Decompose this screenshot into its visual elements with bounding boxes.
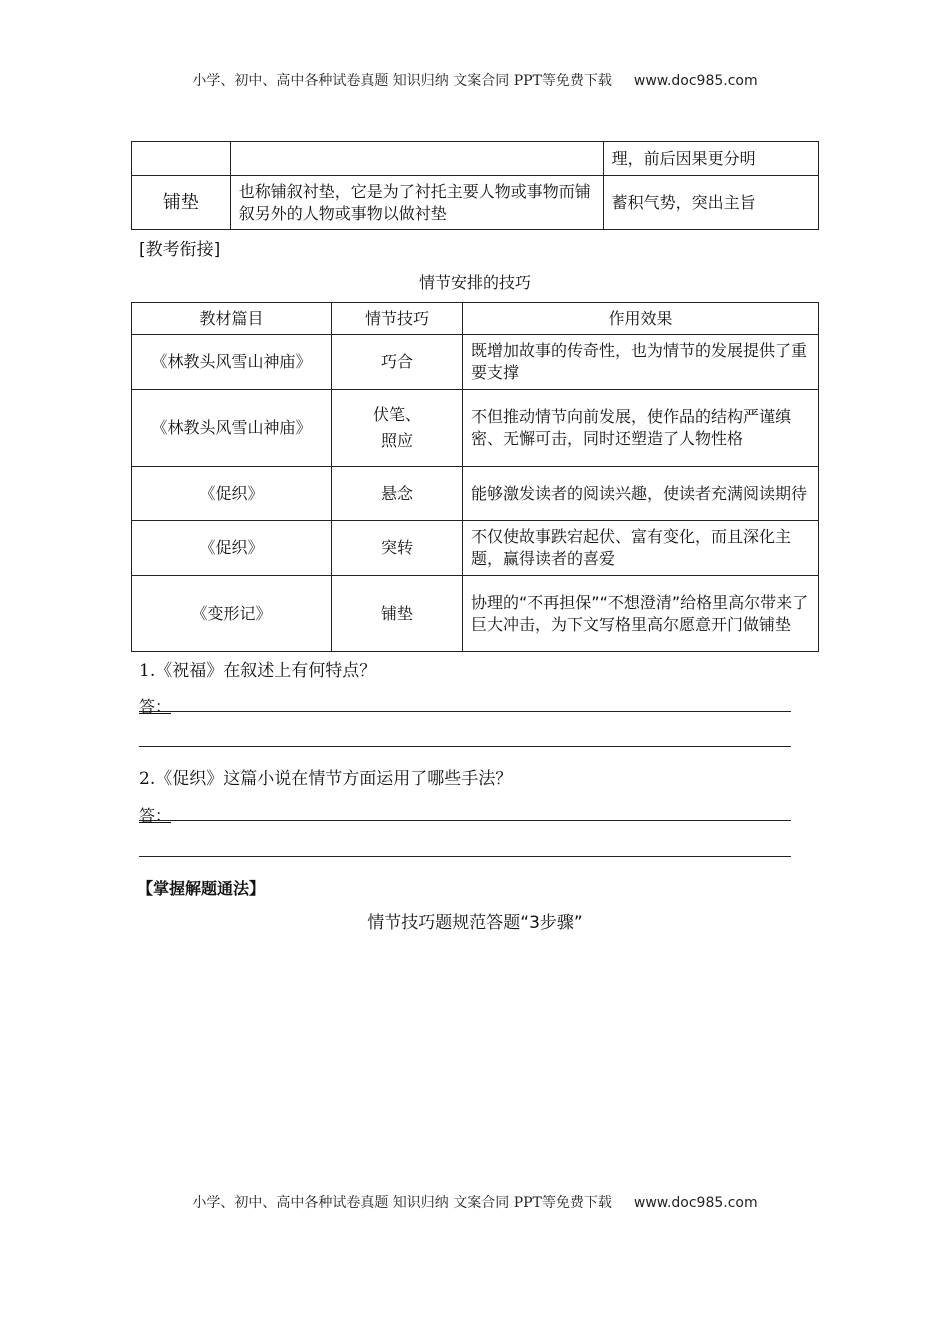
page-header [0,70,950,90]
column-header: 教材篇目 [132,303,332,335]
technique-line: 照应 [380,431,413,450]
text-title-cell: 《促织》 [132,521,332,576]
table-row [132,176,819,230]
answer-line[interactable] [139,746,791,747]
table-row [132,521,819,576]
effect-cell: 不仅使故事跌宕起伏、富有变化，而且深化主题，赢得读者的喜爱 [463,521,819,576]
table-title: 情节安排的技巧 [418,273,531,292]
question-1: 1.《祝福》在叙述上有何特点？ [139,661,377,681]
text-title-cell: 《促织》 [132,467,332,521]
page-footer [0,1192,950,1212]
column-header: 情节技巧 [332,303,463,335]
table-row [132,335,819,390]
technique-cell: 铺垫 [332,576,463,652]
question-2: 2.《促织》这篇小说在情节方面运用了哪些手法？ [139,769,513,789]
answer-label: 答： [139,697,172,716]
technique-desc-cell: 也称铺叙衬垫，它是为了衬托主要人物或事物而铺叙另外的人物或事物以做衬垫 [230,176,603,230]
method-heading: 【掌握解题通法】 [137,879,266,898]
table-row [132,142,819,176]
answer-line[interactable] [139,711,791,712]
footer-text: 小学、初中、高中各种试卷真题 知识归纳 文案合同 PPT等免费下载 [192,1195,612,1211]
technique-cell: 巧合 [332,335,463,390]
effect-cell: 不但推动情节向前发展，使作品的结构严谨缜密、无懈可击，同时还塑造了人物性格 [463,390,819,467]
table-row [132,390,819,467]
header-site: www.doc985.com [633,73,758,89]
answer-line[interactable] [139,856,791,857]
effect-cell: 既增加故事的传奇性，也为情节的发展提供了重要支撑 [463,335,819,390]
table-header-row [132,303,819,335]
header-text: 小学、初中、高中各种试卷真题 知识归纳 文案合同 PPT等免费下载 [192,73,612,89]
text-title-cell: 《林教头风雪山神庙》 [132,335,332,390]
text-title-cell: 《林教头风雪山神庙》 [132,390,332,467]
technique-effect-cell: 理，前后因果更分明 [603,142,818,176]
technique-cell: 悬念 [332,467,463,521]
table-row [132,467,819,521]
answer-label: 答： [139,806,172,825]
column-header: 作用效果 [463,303,819,335]
footer-site: www.doc985.com [633,1195,758,1211]
table-row [132,576,819,652]
technique-effect-cell: 蓄积气势，突出主旨 [603,176,818,230]
effect-cell: 能够激发读者的阅读兴趣，使读者充满阅读期待 [463,467,819,521]
section-label: [教考衔接] [139,240,221,260]
technique-cell: 突转 [332,521,463,576]
technique-line: 伏笔、 [372,405,421,424]
answer-line[interactable] [139,820,791,821]
text-title-cell: 《变形记》 [132,576,332,652]
continuation-table [131,141,819,230]
technique-name-cell: 铺垫 [132,176,231,230]
technique-desc-cell [230,142,603,176]
effect-cell: 协理的“不再担保”“不想澄清”给格里高尔带来了巨大冲击，为下文写格里高尔愿意开门做铺垫 [463,576,819,652]
technique-name-cell [132,142,231,176]
technique-cell [332,390,463,467]
technique-table [131,302,819,652]
method-title: 情节技巧题规范答题“3步骤” [367,913,583,933]
